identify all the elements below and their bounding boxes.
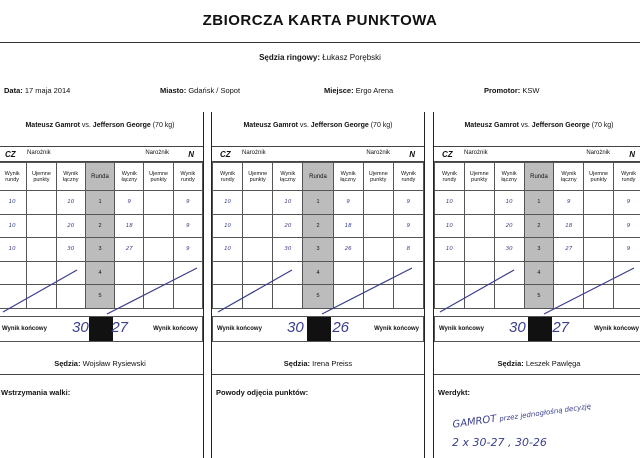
col-negative-points: Ujemne punkty [27,163,56,191]
void-strike-lines [0,260,203,316]
final-score-divider [307,317,331,341]
corner-cz-label: CZ [220,150,231,159]
judge-label: Sędzia: [283,359,311,368]
page-title: ZBIORCZA KARTA PUNKTOWA [202,12,438,29]
date-label: Data: [4,86,23,95]
score-header-row [213,163,424,191]
weight-class: (70 kg) [591,122,614,129]
judge-name: Leszek Pawlęga [525,359,581,368]
a-negative-points [27,214,56,238]
fight-title [0,122,203,129]
a-round-score: 10 [213,191,243,215]
void-strike-right [322,268,412,314]
col-total-score: Wynik łączny [554,163,584,191]
corner-n-label: N [629,150,635,159]
judge-divider [0,374,203,375]
a-total-score: 30 [273,238,303,262]
corner-header [0,146,203,162]
a-negative-points [464,214,494,238]
col-round-score: Wynik rundy [614,163,640,191]
a-negative-points [27,238,56,262]
col-negative-points: Ujemne punkty [464,163,494,191]
score-header-row [435,163,640,191]
b-total-score: 9 [115,191,144,215]
a-negative-points [243,214,273,238]
corner-word-right: Narożnik [366,150,390,156]
b-total-score: 27 [115,238,144,262]
b-total-score: 18 [333,214,363,238]
col-negative-points: Ujemne punkty [144,163,173,191]
judge-line [0,359,203,368]
col-total-score: Wynik łączny [333,163,363,191]
col-round: Runda [303,163,333,191]
final-score-b: 27 [552,319,569,336]
void-strike-right [544,268,634,314]
final-score-a: 30 [509,319,526,336]
b-total-score: 27 [554,238,584,262]
col-round-score: Wynik rundy [213,163,243,191]
judge-name: Irena Preiss [312,359,353,368]
fighter-a-name: Mateusz Gamrot [25,122,80,129]
round-number: 5 [524,285,554,309]
col-round-score: Wynik rundy [393,163,423,191]
col-round-score: Wynik rundy [173,163,202,191]
scorecard-panel [433,112,640,458]
judge-line [212,359,424,368]
city-info [160,86,240,95]
col-negative-points: Ujemne punkty [584,163,614,191]
round-number: 4 [303,261,333,285]
round-row [0,238,203,262]
a-total-score: 10 [494,191,524,215]
fighter-b-name: Jefferson George [92,122,151,129]
corner-word-right: Narożnik [145,150,169,156]
void-strike-lines [434,260,640,316]
a-round-score: 10 [0,238,27,262]
a-round-score: 10 [0,191,27,215]
a-negative-points [464,191,494,215]
final-score-divider [89,317,113,341]
a-negative-points [27,191,56,215]
b-total-score: 18 [115,214,144,238]
a-round-score: 10 [213,238,243,262]
judge-divider [212,374,424,375]
round-number: 2 [303,214,333,238]
b-negative-points [584,214,614,238]
b-round-score: 9 [173,191,202,215]
top-divider [0,42,640,43]
corner-word-left: Narożnik [242,150,266,156]
judge-divider [434,374,640,375]
b-total-score: 18 [554,214,584,238]
round-number: 2 [85,214,114,238]
bottom-section-label: Werdykt: [438,388,470,397]
date-value: 17 maja 2014 [24,86,71,95]
bottom-section-label: Wstrzymania walki: [1,388,71,397]
col-round: Runda [524,163,554,191]
ring-referee [0,53,640,62]
a-total-score: 20 [494,214,524,238]
void-strike-right [107,268,197,314]
b-negative-points [363,191,393,215]
col-total-score: Wynik łączny [115,163,144,191]
ring-referee-name: Łukasz Porębski [322,53,381,62]
a-total-score: 10 [273,191,303,215]
final-score-label-left: Wynik końcowy [2,326,47,332]
col-total-score: Wynik łączny [273,163,303,191]
round-number: 4 [85,261,114,285]
a-total-score: 20 [56,214,85,238]
score-header-row [0,163,203,191]
b-round-score: 9 [614,191,640,215]
a-negative-points [464,238,494,262]
vs-label: vs. [299,122,309,129]
fighter-a-name: Mateusz Gamrot [464,122,519,129]
judge-label: Sędzia: [54,359,81,368]
a-total-score: 20 [273,214,303,238]
final-score-label-right: Wynik końcowy [374,326,419,332]
b-negative-points [144,214,173,238]
vs-label: vs. [520,122,530,129]
a-round-score: 10 [0,214,27,238]
round-number: 4 [524,261,554,285]
round-number: 3 [303,238,333,262]
round-row [213,214,424,238]
round-number: 1 [303,191,333,215]
round-row [435,214,640,238]
round-row [0,214,203,238]
judge-name: Wojsław Rysiewski [82,359,146,368]
b-round-score: 9 [173,214,202,238]
col-total-score: Wynik łączny [494,163,524,191]
final-score-row [212,316,424,342]
venue-info [324,86,393,95]
final-score-label-right: Wynik końcowy [594,326,639,332]
city-value: Gdańsk / Sopot [188,86,241,95]
a-round-score: 10 [435,214,465,238]
corner-n-label: N [409,150,415,159]
bottom-section-label: Powody odjęcia punktów: [216,388,309,397]
verdict-handwritten-line2: 2 x 30-27 , 30-26 [452,436,547,449]
final-score-label-left: Wynik końcowy [217,326,262,332]
promoter-label: Promotor: [484,86,521,95]
round-number: 2 [524,214,554,238]
round-number: 5 [303,285,333,309]
final-score-b: 27 [111,319,128,336]
corner-header [212,146,424,162]
col-negative-points: Ujemne punkty [363,163,393,191]
b-total-score: 9 [554,191,584,215]
venue-value: Ergo Arena [355,86,394,95]
b-negative-points [363,214,393,238]
corner-word-left: Narożnik [464,150,488,156]
vs-label: vs. [81,122,91,129]
col-total-score: Wynik łączny [56,163,85,191]
round-number: 1 [524,191,554,215]
void-strike-left [440,270,514,312]
final-score-a: 30 [72,319,89,336]
b-total-score: 26 [333,238,363,262]
round-number: 1 [85,191,114,215]
corner-word-right: Narożnik [586,150,610,156]
b-round-score: 9 [614,214,640,238]
col-round-score: Wynik rundy [435,163,465,191]
promoter-value: KSW [522,86,540,95]
b-round-score: 9 [173,238,202,262]
corner-cz-label: CZ [442,150,453,159]
round-number: 3 [524,238,554,262]
venue-label: Miejsce: [324,86,354,95]
void-strike-left [218,270,292,312]
corner-n-label: N [188,150,194,159]
final-score-a: 30 [287,319,304,336]
b-round-score: 9 [614,238,640,262]
fighter-b-name: Jefferson George [531,122,590,129]
a-negative-points [243,238,273,262]
fighter-a-name: Mateusz Gamrot [243,122,298,129]
round-row [435,238,640,262]
fighter-b-name: Jefferson George [310,122,369,129]
corner-word-left: Narożnik [27,150,51,156]
b-negative-points [363,238,393,262]
scorecard-panel [211,112,425,458]
verdict-winner: GAMROT [451,413,498,431]
final-score-label-left: Wynik końcowy [439,326,484,332]
a-total-score: 10 [56,191,85,215]
round-number: 5 [85,285,114,309]
final-score-divider [528,317,552,341]
round-number: 3 [85,238,114,262]
verdict-method: przez jednogłośną decyzję [498,402,592,424]
scorecard-panel [0,112,204,458]
city-label: Miasto: [160,86,187,95]
ring-referee-label: Sędzia ringowy: [259,53,320,62]
weight-class: (70 kg) [370,122,393,129]
void-strike-left [3,270,77,312]
col-round: Runda [85,163,114,191]
b-negative-points [584,238,614,262]
b-negative-points [144,191,173,215]
judge-line [434,359,640,368]
weight-class: (70 kg) [152,122,175,129]
date-info [4,86,70,95]
b-negative-points [584,191,614,215]
a-round-score: 10 [213,214,243,238]
fight-title [434,122,640,129]
a-round-score: 10 [435,238,465,262]
final-score-label-right: Wynik końcowy [153,326,198,332]
b-negative-points [144,238,173,262]
a-negative-points [243,191,273,215]
corner-cz-label: CZ [5,150,16,159]
col-negative-points: Ujemne punkty [243,163,273,191]
b-round-score: 8 [393,238,423,262]
promoter-info [484,86,539,95]
b-total-score: 9 [333,191,363,215]
final-score-row [0,316,203,342]
fight-title [212,122,424,129]
void-strike-lines [212,260,424,316]
corner-header [434,146,640,162]
a-total-score: 30 [56,238,85,262]
b-round-score: 9 [393,191,423,215]
round-row [213,238,424,262]
col-round-score: Wynik rundy [0,163,27,191]
round-row [213,191,424,215]
round-row [435,191,640,215]
a-total-score: 30 [494,238,524,262]
b-round-score: 9 [393,214,423,238]
judge-label: Sędzia: [497,359,524,368]
a-round-score: 10 [435,191,465,215]
round-row [0,191,203,215]
final-score-row [434,316,640,342]
final-score-b: 26 [332,319,349,336]
